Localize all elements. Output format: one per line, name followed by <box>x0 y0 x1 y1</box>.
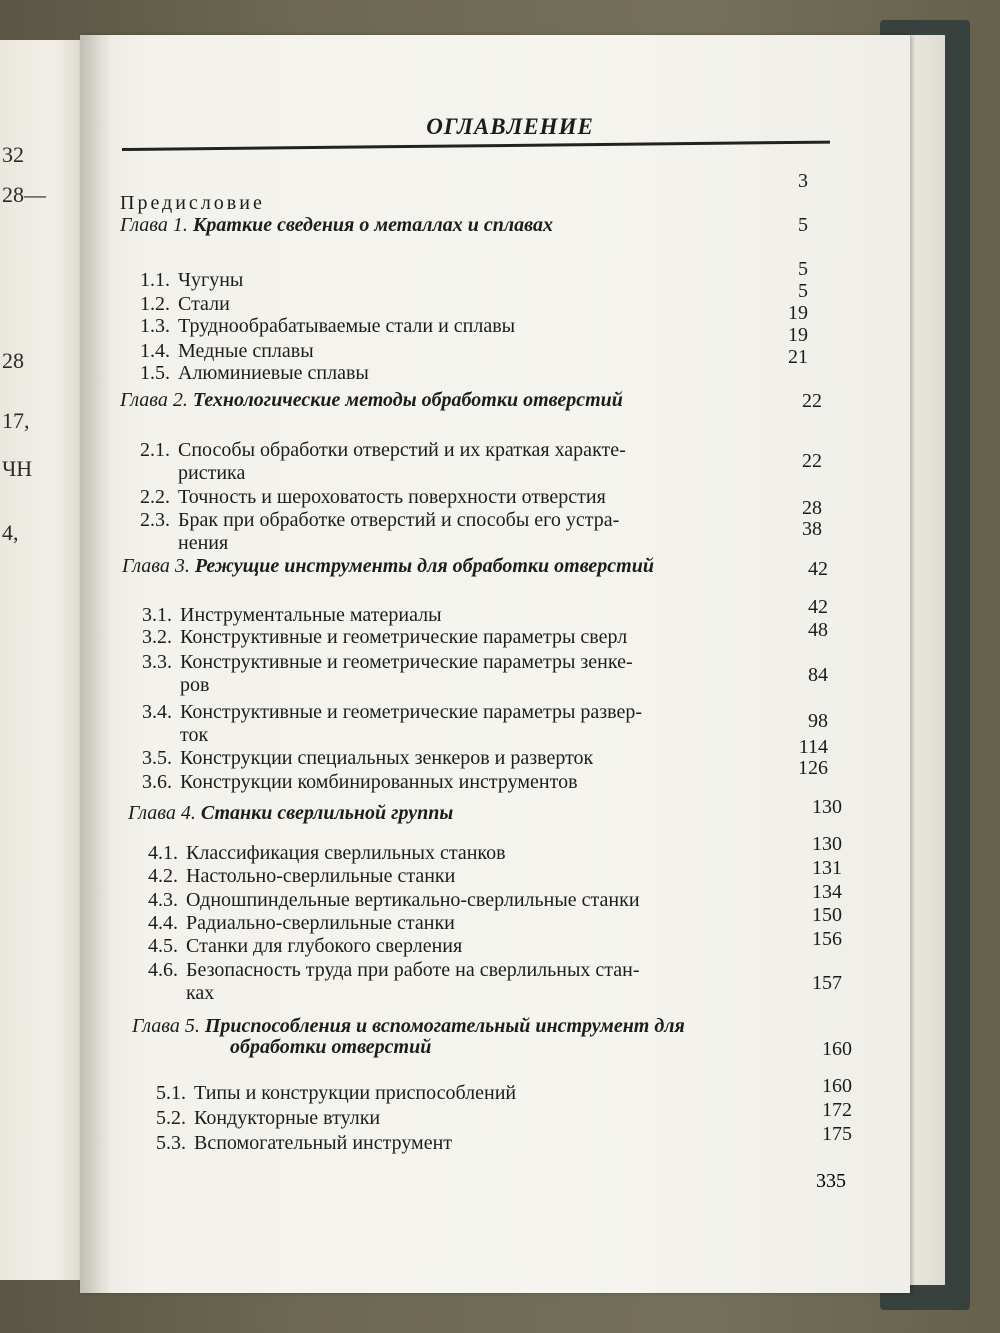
section-title: Безопасность труда при работе на сверлильных стан- <box>186 959 640 981</box>
entry-page-number: 98 <box>808 710 828 732</box>
section-entry <box>140 533 228 554</box>
section-title: Инструментальные материалы <box>180 604 442 626</box>
entry-page-number: 19 <box>788 324 808 346</box>
section-entry <box>156 1108 380 1129</box>
chapter-heading <box>128 803 453 824</box>
section-number: 4.1. <box>148 842 178 864</box>
section-title: нения <box>178 532 229 554</box>
section-number: 1.5. <box>140 362 170 384</box>
left-page-fragment: 4, <box>2 520 19 545</box>
section-entry <box>148 866 455 887</box>
section-entry <box>140 341 314 362</box>
section-title: Алюминиевые сплавы <box>178 362 369 384</box>
entry-page-number: 130 <box>812 796 842 818</box>
section-number: 2.2. <box>140 486 170 508</box>
section-entry <box>148 890 640 911</box>
section-entry <box>140 294 230 315</box>
chapter-title-continued: обработки отверстий <box>230 1036 432 1058</box>
section-title: Медные сплавы <box>178 340 314 362</box>
section-number: 1.3. <box>140 315 170 337</box>
page-title: ОГЛАВЛЕНИЕ <box>426 114 594 139</box>
section-title: ках <box>186 982 215 1004</box>
entry-page-number: 134 <box>812 881 842 903</box>
entry-page-number: 84 <box>808 664 828 686</box>
section-entry <box>142 627 627 648</box>
section-entry <box>148 913 455 934</box>
chapter-heading <box>120 215 553 236</box>
entry-page-number: 3 <box>798 170 808 192</box>
section-entry <box>140 463 245 484</box>
entry-page-number: 38 <box>802 518 822 540</box>
section-title: Точность и шероховатость поверхности отверстия <box>178 486 606 508</box>
section-number: 4.2. <box>148 865 178 887</box>
section-number: 4.3. <box>148 889 178 911</box>
title-rule <box>122 141 830 151</box>
section-title: Конструктивные и геометрические параметры развер- <box>180 701 643 723</box>
section-title: Конструктивные и геометрические параметры зенке- <box>180 651 633 673</box>
entry-page-number: 19 <box>788 302 808 324</box>
section-number: 1.2. <box>140 293 170 315</box>
entry-page-number: 5 <box>798 258 808 280</box>
section-title: Брак при обработке отверстий и способы его устра- <box>178 509 620 531</box>
chapter-prefix: Глава 1. <box>120 214 193 236</box>
section-entry <box>142 748 593 769</box>
section-entry <box>148 960 640 981</box>
section-number: 1.4. <box>140 340 170 362</box>
entry-page-number: 157 <box>812 972 842 994</box>
chapter-title: Режущие инструменты для обработки отверстий <box>194 555 654 577</box>
left-page-fragment: 28— <box>2 182 46 207</box>
entry-page-number: 5 <box>798 280 808 302</box>
section-number: 4.5. <box>148 935 178 957</box>
preface-entry: Предисловие <box>120 192 265 214</box>
left-page-fragment: 17, <box>2 408 30 433</box>
section-title: Настольно-сверлильные станки <box>186 865 456 887</box>
chapter-title: Краткие сведения о металлах и сплавах <box>192 214 553 236</box>
section-title: Радиально-сверлильные станки <box>186 912 455 934</box>
left-page-fragment: 32 <box>2 142 24 167</box>
section-entry <box>148 983 214 1004</box>
section-entry <box>140 316 515 337</box>
section-number: 3.5. <box>142 747 172 769</box>
section-title: Конструкции комбинированных инструментов <box>180 771 578 793</box>
section-entry <box>140 510 619 531</box>
chapter-title: Станки сверлильной группы <box>200 802 454 824</box>
section-title: Способы обработки отверстий и их краткая характе- <box>178 439 626 461</box>
chapter-prefix: Глава 3. <box>122 555 195 577</box>
entry-page-number: 130 <box>812 833 842 855</box>
section-title: Чугуны <box>178 269 244 291</box>
chapter-title: Технологические методы обработки отверстий <box>192 389 623 411</box>
section-entry <box>140 363 369 384</box>
section-entry <box>140 440 626 461</box>
chapter-heading <box>132 1016 685 1058</box>
entry-page-number: 175 <box>822 1123 852 1145</box>
section-entry <box>148 936 462 957</box>
left-page-fragment: ЧН <box>2 456 33 481</box>
section-entry <box>142 652 633 673</box>
section-number: 3.6. <box>142 771 172 793</box>
section-number: 5.1. <box>156 1082 186 1104</box>
chapter-heading <box>122 556 654 577</box>
section-entry <box>142 702 642 723</box>
section-title: Стали <box>178 293 230 315</box>
entry-page-number: 160 <box>822 1075 852 1097</box>
section-entry <box>156 1083 516 1104</box>
entry-page-number: 28 <box>802 497 822 519</box>
chapter-prefix: Глава 4. <box>128 802 201 824</box>
section-number: 3.1. <box>142 604 172 626</box>
section-title: Вспомогательный инструмент <box>194 1132 453 1154</box>
section-number: 2.1. <box>140 439 170 461</box>
section-title: Конструктивные и геометрические параметры сверл <box>180 626 628 648</box>
section-number: 2.3. <box>140 509 170 531</box>
chapter-heading <box>120 390 623 411</box>
section-number: 5.2. <box>156 1107 186 1129</box>
section-number: 3.3. <box>142 651 172 673</box>
section-title: Конструкции специальных зенкеров и разверток <box>180 747 594 769</box>
entry-page-number: 131 <box>812 857 842 879</box>
entry-page-number: 126 <box>798 757 828 779</box>
left-page-fragment: 28 <box>2 348 24 373</box>
section-title: Труднообрабатываемые стали и сплавы <box>178 315 516 337</box>
section-entry <box>156 1133 452 1154</box>
section-entry <box>148 843 506 864</box>
section-title: Типы и конструкции приспособлений <box>194 1082 517 1104</box>
section-title: Классификация сверлильных станков <box>186 842 506 864</box>
entry-page-number: 42 <box>808 596 828 618</box>
section-number: 1.1. <box>140 269 170 291</box>
entry-page-number: 22 <box>802 450 822 472</box>
section-entry <box>140 270 243 291</box>
entry-page-number: 160 <box>822 1038 852 1060</box>
entry-page-number: 114 <box>798 736 828 758</box>
entry-page-number: 48 <box>808 619 828 641</box>
section-entry <box>142 675 209 696</box>
entry-page-number: 172 <box>822 1099 852 1121</box>
entry-page-number: 150 <box>812 904 842 926</box>
page-number: 335 <box>816 1170 846 1192</box>
section-number: 3.2. <box>142 626 172 648</box>
section-title: ток <box>180 724 209 746</box>
entry-page-number: 156 <box>812 928 842 950</box>
section-entry <box>142 605 442 626</box>
section-entry <box>140 487 606 508</box>
section-title: Станки для глубокого сверления <box>186 935 463 957</box>
section-number: 4.6. <box>148 959 178 981</box>
section-number: 4.4. <box>148 912 178 934</box>
chapter-prefix: Глава 5. <box>132 1015 205 1037</box>
section-number: 3.4. <box>142 701 172 723</box>
chapter-title: Приспособления и вспомогательный инструмент для <box>204 1015 685 1037</box>
entry-page-number: 21 <box>788 346 808 368</box>
entry-page-number: 42 <box>808 558 828 580</box>
section-entry <box>142 725 208 746</box>
section-number: 5.3. <box>156 1132 186 1154</box>
section-title: Одношпиндельные вертикально-сверлильные станки <box>186 889 640 911</box>
chapter-prefix: Глава 2. <box>120 389 193 411</box>
section-title: Кондукторные втулки <box>194 1107 381 1129</box>
section-title: ристика <box>178 462 246 484</box>
section-entry <box>142 772 578 793</box>
entry-page-number: 5 <box>798 214 808 236</box>
entry-page-number: 22 <box>802 390 822 412</box>
section-title: ров <box>180 674 210 696</box>
